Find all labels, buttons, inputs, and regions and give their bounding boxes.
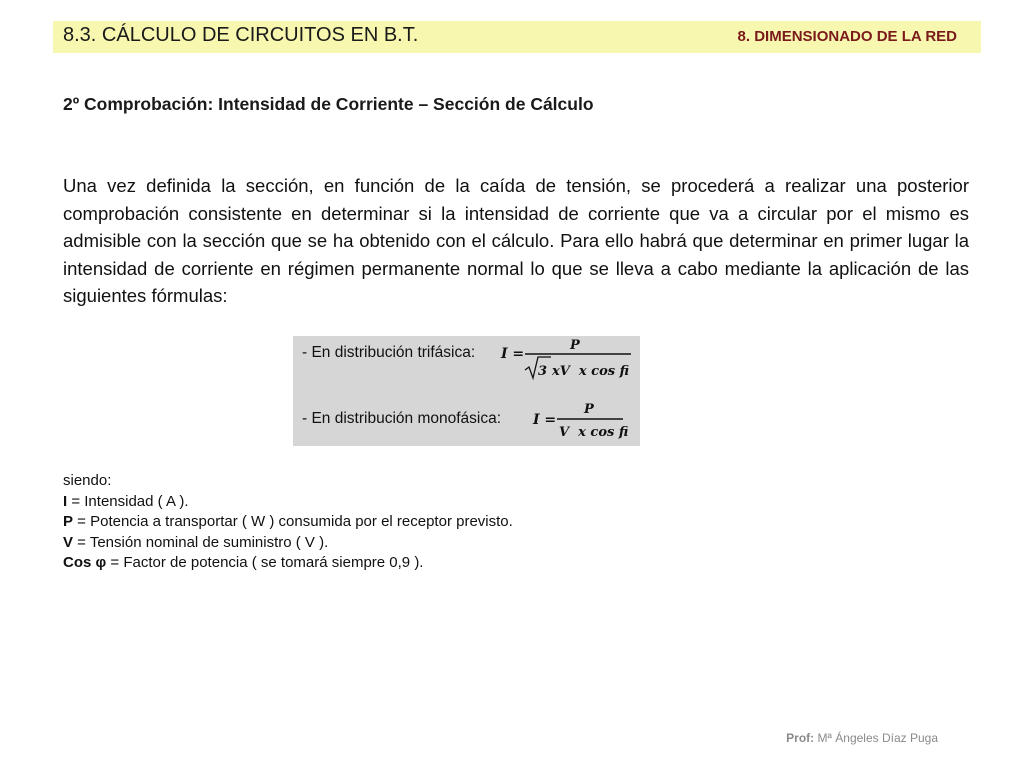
formula-monofasica-lhs: I =: [533, 412, 557, 428]
definition-text: = Intensidad ( A ).: [67, 492, 189, 510]
definition-text: = Tensión nominal de suministro ( V ).: [73, 533, 329, 551]
definition-item: [63, 492, 513, 513]
definition-symbol: P: [63, 513, 74, 530]
body-paragraph: Una vez definida la sección, en función de la caída de tensión, se procederá a realizar una posterior comprobación consistente en determinar si la intensidad de corriente que va a circular por el mismo es admisible con la sección que se ha obtenido con el cálculo. Para ello habrá que determinar en primer lugar la intensidad de corriente en régimen permanente normal lo que se lleva a cabo mediante la aplicación de las siguientes fórmulas:: [63, 175, 969, 306]
formula-monofasica-denominator: V x cos fi: [559, 425, 629, 440]
header-bar: [53, 21, 981, 53]
definition-symbol: V: [63, 533, 74, 551]
formula-trifasica-label: - En distribución trifásica:: [302, 344, 476, 361]
formula-trifasica-radical: 3: [538, 364, 548, 379]
formula-box: [293, 336, 640, 446]
footer-label: Prof:: [786, 731, 815, 745]
formula-trifasica-numerator: P: [570, 338, 580, 353]
formula-monofasica-label: - En distribución monofásica:: [302, 410, 502, 427]
footer-name: Mª Ángeles Díaz Puga: [814, 731, 938, 745]
definition-item: [63, 553, 513, 574]
definitions-intro: siendo:: [63, 472, 112, 489]
definition-text: = Potencia a transportar ( W ) consumida por el receptor previsto.: [73, 513, 513, 530]
subtitle: 2º Comprobación: Intensidad de Corriente – Sección de Cálculo: [63, 94, 594, 114]
formula-trifasica-denominator: xV x cos fi: [552, 364, 630, 379]
footer-author: [786, 731, 938, 745]
definition-text: = Factor de potencia ( se tomará siempre 0,9 ).: [106, 554, 424, 571]
header-section: 8. DIMENSIONADO DE LA RED: [737, 28, 957, 45]
definition-symbol: I: [63, 492, 68, 510]
formula-trifasica-lhs: I =: [501, 346, 525, 362]
definition-item: [63, 512, 513, 533]
definition-symbol: Cos φ: [63, 554, 107, 571]
definitions: [63, 471, 513, 574]
definition-item: [63, 533, 513, 554]
formula-monofasica-numerator: P: [584, 402, 594, 417]
header-title: 8.3. CÁLCULO DE CIRCUITOS EN B.T.: [63, 24, 419, 46]
formula-graphics: [293, 336, 640, 446]
